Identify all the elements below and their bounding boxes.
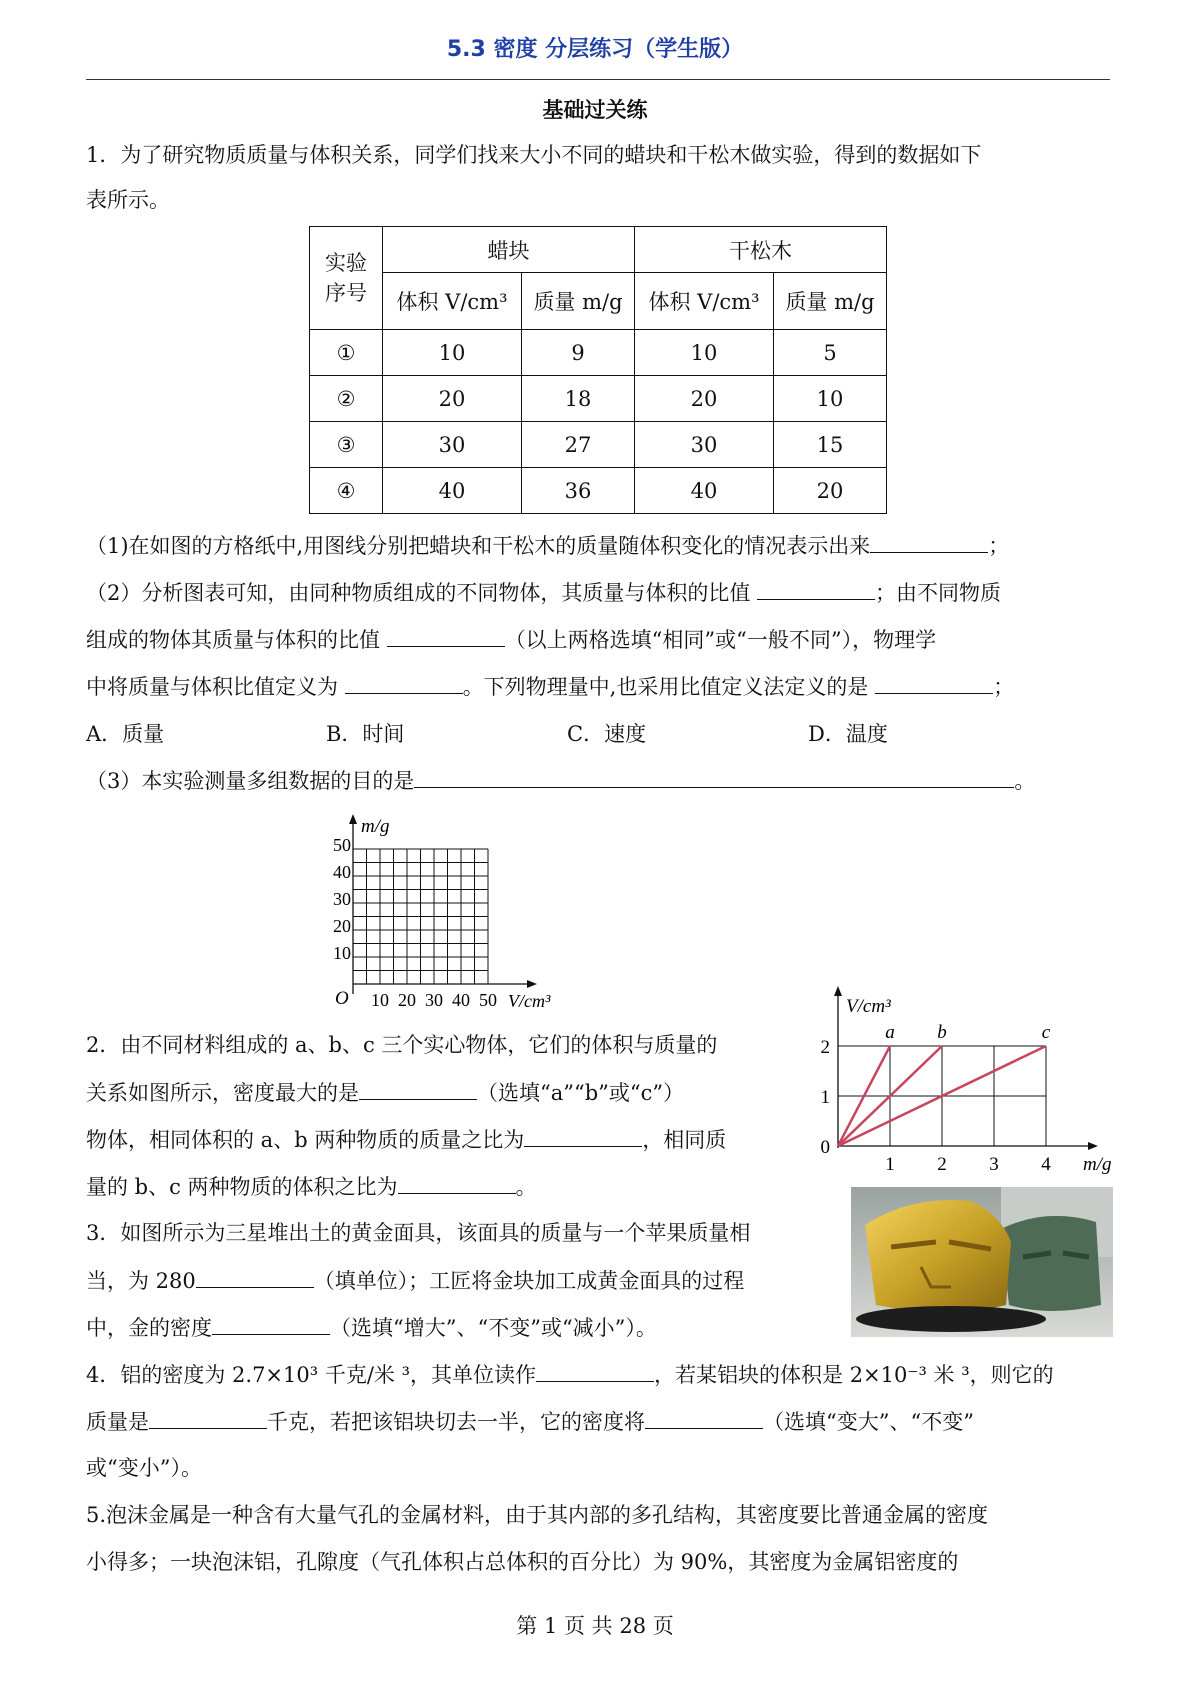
q1-stem-line1: 1．为了研究物质质量与体积关系，同学们找来大小不同的蜡块和干松木做实验，得到的数据如下 <box>86 143 982 167</box>
table-sub-volume: 体积 V/cm³ <box>635 273 774 330</box>
answer-blank[interactable] <box>757 577 875 600</box>
answer-blank[interactable] <box>345 671 463 694</box>
grid-paper <box>315 812 575 1012</box>
q1-part2-text: ；由不同物质 <box>875 581 1002 605</box>
chart-y-tick: 1 <box>820 1087 830 1108</box>
chart-x-arrow <box>1088 1142 1098 1150</box>
grid-y-tick: 10 <box>333 943 351 963</box>
q2-line3 <box>86 1124 726 1155</box>
q3-text: 中，金的密度 <box>86 1316 212 1340</box>
q2-text: 关系如图所示，密度最大的是 <box>86 1081 359 1105</box>
header-divider <box>86 79 1110 80</box>
q1-part3-text: （3）本实验测量多组数据的目的是 <box>86 769 415 793</box>
grid-y-tick: 20 <box>333 916 351 936</box>
q1-part2-text: 中将质量与体积比值定义为 <box>86 675 338 699</box>
q3-text: （填单位）；工匠将金块加工成黄金面具的过程 <box>313 1269 745 1293</box>
page-title: 5.3 密度 分层练习（学生版） <box>446 37 744 62</box>
q3-line1: 3．如图所示为三星堆出土的黄金面具，该面具的质量与一个苹果质量相 <box>86 1221 751 1245</box>
chart-x-tick: 1 <box>885 1154 895 1175</box>
grid-x-tick: 10 <box>371 990 389 1010</box>
table-cell: 5 <box>774 330 887 376</box>
q1-part2-text: 组成的物体其质量与体积的比值 <box>86 628 380 652</box>
chart-x-tick: 3 <box>989 1154 999 1175</box>
q2-line4 <box>86 1171 537 1202</box>
table-row <box>310 422 887 468</box>
grid-y-tick: 50 <box>333 835 351 855</box>
answer-blank[interactable] <box>359 1077 477 1100</box>
series-label-b: b <box>937 1022 947 1043</box>
q4-text: ，若某铝块的体积是 2×10⁻³ 米 ³，则它的 <box>654 1363 1054 1387</box>
table-group-wax: 蜡块 <box>383 227 635 273</box>
grid-x-tick: 30 <box>425 990 443 1010</box>
chart-y-label: V/cm³ <box>846 996 891 1017</box>
table-cell: ② <box>310 376 383 422</box>
q4-text: （选填“变大”、“不变” <box>763 1410 974 1434</box>
table-sub-mass: 质量 m/g <box>522 273 635 330</box>
q3-line3 <box>86 1312 657 1343</box>
q1-part2-text: （2）分析图表可知，由同种物质组成的不同物体，其质量与体积的比值 <box>86 581 751 605</box>
chart-x-tick: 4 <box>1041 1154 1051 1175</box>
chart-marks <box>821 1022 1052 1175</box>
table-cell: ① <box>310 330 383 376</box>
x-axis-arrow <box>527 980 537 988</box>
table-cell: 18 <box>522 376 635 422</box>
table-row <box>310 376 887 422</box>
gold-mask-photo <box>851 1187 1113 1337</box>
table-cell: 30 <box>383 422 522 468</box>
q4-text: 4．铝的密度为 2.7×10³ 千克/米 ³，其单位读作 <box>86 1363 537 1387</box>
q3-text: 当，为 280 <box>86 1269 196 1293</box>
chart-x-tick: 2 <box>937 1154 947 1175</box>
q2-text: 。 <box>515 1175 537 1199</box>
answer-blank[interactable] <box>196 1265 314 1288</box>
chart-x-label: m/g <box>1083 1154 1112 1175</box>
chart-y-tick: 2 <box>820 1037 830 1058</box>
table-cell: 20 <box>635 376 774 422</box>
q1-part2-text: 。下列物理量中,也采用比值定义法定义的是 <box>462 675 869 699</box>
table-cell: 10 <box>635 330 774 376</box>
q3-line2 <box>86 1265 744 1296</box>
table-cell: 10 <box>774 376 887 422</box>
q1-part1: （1)在如图的方格纸中,用图线分别把蜡块和干松木的质量随体积变化的情况表示出来 ； <box>86 530 1009 561</box>
table-cell: 10 <box>383 330 522 376</box>
grid-y-label: m/g <box>361 816 390 837</box>
q4-line2 <box>86 1406 974 1437</box>
grid-x-tick: 50 <box>479 990 497 1010</box>
table-cell: 40 <box>383 468 522 514</box>
table-cell: 15 <box>774 422 887 468</box>
table-sub-mass: 质量 m/g <box>774 273 887 330</box>
table-cell: 9 <box>522 330 635 376</box>
option-d[interactable]: D．温度 <box>808 722 888 746</box>
table-cell: 30 <box>635 422 774 468</box>
q5-line2: 小得多；一块泡沫铝，孔隙度（气孔体积占总体积的百分比）为 90%，其密度为金属铝密度的 <box>86 1550 959 1574</box>
table-row <box>310 468 887 514</box>
q1-part2-line1 <box>86 577 1001 608</box>
y-axis-arrow <box>349 814 357 824</box>
option-b[interactable]: B．时间 <box>326 722 405 746</box>
q2-text: ，相同质 <box>642 1128 727 1152</box>
q2-text: 量的 b、c 两种物质的体积之比为 <box>86 1175 398 1199</box>
series-label-c: c <box>1041 1022 1051 1043</box>
table-cell: 20 <box>774 468 887 514</box>
table-header-index <box>310 227 383 330</box>
table-group-pine: 干松木 <box>635 227 887 273</box>
answer-blank[interactable] <box>524 1124 642 1147</box>
q1-stem-line2: 表所示。 <box>86 188 170 212</box>
table-cell: ③ <box>310 422 383 468</box>
grid-origin: O <box>335 988 349 1009</box>
q1-part2-line3: 中将质量与体积比值定义为 。下列物理量中,也采用比值定义法定义的是 ； <box>86 671 1014 702</box>
q1-part2-text: （以上两格选填“相同”或“一般不同”），物理学 <box>504 628 937 652</box>
grid-lines <box>353 849 488 984</box>
answer-blank[interactable] <box>398 1171 516 1194</box>
page-footer: 第 1 页 共 28 页 <box>516 1614 674 1638</box>
grid-y-tick: 30 <box>333 889 351 909</box>
data-table <box>309 226 887 514</box>
answer-blank[interactable] <box>645 1406 763 1429</box>
chart-y-tick: 0 <box>820 1137 830 1158</box>
answer-blank[interactable] <box>875 671 993 694</box>
answer-blank[interactable] <box>870 530 988 553</box>
grid-x-tick: 40 <box>452 990 470 1010</box>
answer-blank[interactable] <box>414 765 1014 788</box>
table-cell: 20 <box>383 376 522 422</box>
section-title: 基础过关练 <box>542 97 648 122</box>
grid-x-tick: 20 <box>398 990 416 1010</box>
grid-x-label: V/cm³ <box>508 991 551 1011</box>
q2-text: （选填“a”“b”或“c”） <box>477 1081 685 1105</box>
grid-y-tick: 40 <box>333 862 351 882</box>
q2-text: 物体，相同体积的 a、b 两种物质的质量之比为 <box>86 1128 525 1152</box>
option-c[interactable]: C．速度 <box>567 722 647 746</box>
table-cell: 27 <box>522 422 635 468</box>
series-label-a: a <box>885 1022 895 1043</box>
q4-line3: 或“变小”）。 <box>86 1456 202 1480</box>
q4-line1 <box>86 1359 1054 1390</box>
answer-blank[interactable] <box>536 1359 654 1382</box>
table-header-index-line2: 序号 <box>325 281 367 305</box>
q3-text: （选填“增大”、“不变”或“减小”）。 <box>330 1316 657 1340</box>
table-cell: 36 <box>522 468 635 514</box>
answer-blank[interactable] <box>387 624 505 647</box>
q1-part1-text: （1)在如图的方格纸中,用图线分别把蜡块和干松木的质量随体积变化的情况表示出来 <box>86 534 871 558</box>
q2-line1: 2．由不同材料组成的 a、b、c 三个实心物体，它们的体积与质量的 <box>86 1033 718 1057</box>
volume-mass-chart <box>808 982 1133 1182</box>
q1-part2-line2 <box>86 624 936 655</box>
q5-line1: 5.泡沫金属是一种含有大量气孔的金属材料，由于其内部的多孔结构，其密度要比普通金属的密度 <box>86 1503 989 1527</box>
q2-line2 <box>86 1077 684 1108</box>
q4-text: 质量是 <box>86 1410 149 1434</box>
table-cell: 40 <box>635 468 774 514</box>
table-sub-volume: 体积 V/cm³ <box>383 273 522 330</box>
table-header-index-line1: 实验 <box>325 251 367 275</box>
answer-blank[interactable] <box>149 1406 267 1429</box>
q1-part3: （3）本实验测量多组数据的目的是 。 <box>86 765 1035 796</box>
table-cell: ④ <box>310 468 383 514</box>
answer-blank[interactable] <box>212 1312 330 1335</box>
q4-text: 千克，若把该铝块切去一半，它的密度将 <box>267 1410 645 1434</box>
table-row <box>310 330 887 376</box>
option-a[interactable]: A．质量 <box>86 722 165 746</box>
chart-y-arrow <box>834 986 842 996</box>
